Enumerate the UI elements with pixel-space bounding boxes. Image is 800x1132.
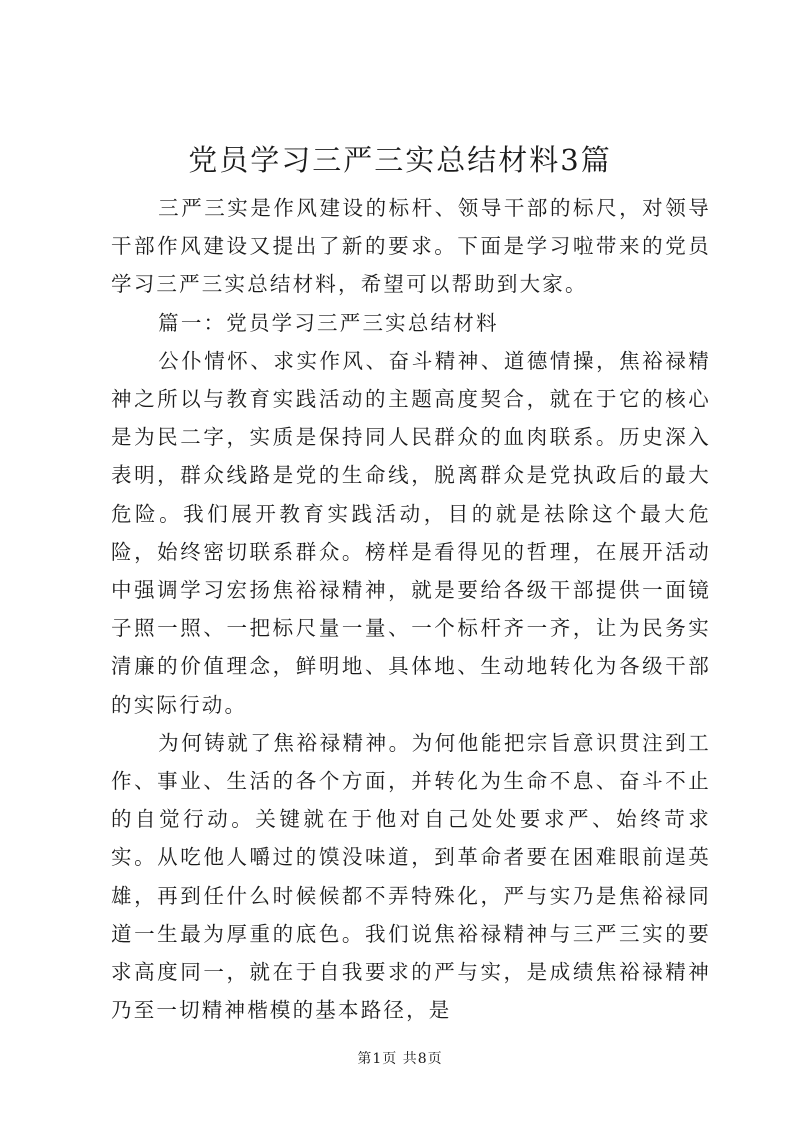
document-title: 党员学习三严三实总结材料3篇	[188, 143, 612, 177]
section-heading: 篇一：党员学习三严三实总结材料	[158, 310, 499, 335]
intro-paragraph: 三严三实是作风建设的标杆、领导干部的标尺，对领导干部作风建设又提出了新的要求。下面是学习啦带来的党员学习三严三实总结材料，希望可以帮助到大家。	[111, 196, 711, 297]
document-body	[111, 189, 711, 1029]
page-footer: 第1页 共8页	[357, 1051, 443, 1067]
body-paragraph: 为何铸就了焦裕禄精神。为何他能把宗旨意识贯注到工作、事业、生活的各个方面，并转化为生命不息、奋斗不止的自觉行动。关键就在于他对自己处处要求严、始终苛求实。从吃他人嚼过的馍没味道，到革命者要在困难眼前逞英雄，再到任什么时候候都不弄特殊化，严与实乃是焦裕禄同道一生最为厚重的底色。我们说焦裕禄精神与三严三实的要求高度同一，就在于自我要求的严与实，是成绩焦裕禄精神乃至一切精神楷模的基本路径，是	[111, 730, 711, 1023]
body-paragraph: 公仆情怀、求实作风、奋斗精神、道德情操，焦裕禄精神之所以与教育实践活动的主题高度契合，就在于它的核心是为民二字，实质是保持同人民群众的血肉联系。历史深入表明，群众线路是党的生命线，脱离群众是党执政后的最大危险。我们展开教育实践活动，目的就是祛除这个最大危险，始终密切联系群众。榜样是看得见的哲理，在展开活动中强调学习宏扬焦裕禄精神，就是要给各级干部提供一面镜子照一照、一把标尺量一量、一个标杆齐一齐，让为民务实清廉的价值理念，鲜明地、具体地、生动地转化为各级干部的实际行动。	[111, 348, 711, 717]
